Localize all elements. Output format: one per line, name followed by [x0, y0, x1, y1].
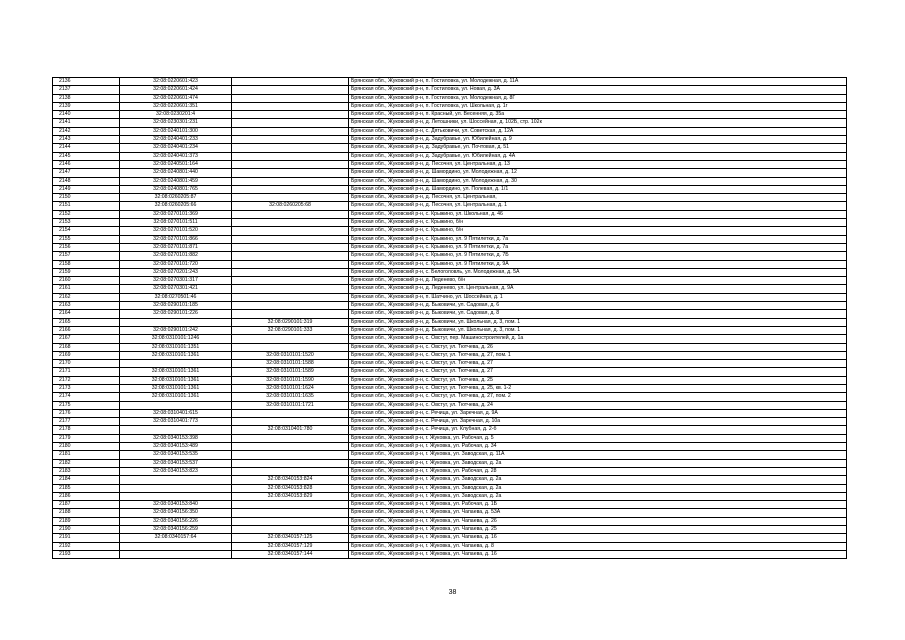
- cell-cadastral-number: 32:08:0270101:511: [120, 219, 232, 227]
- cell-row-number: 2158: [53, 260, 120, 268]
- cell-building-cadastral-number: [232, 111, 349, 119]
- cell-address: Брянская обл., Жуковский р-н, д. Песочня, ул. Центральная,: [349, 194, 847, 202]
- cell-building-cadastral-number: [232, 418, 349, 426]
- cell-address: Брянская обл., Жуковский р-н, г. Жуковка, ул. Чапаева, д. 16: [349, 550, 847, 558]
- cell-row-number: 2150: [53, 194, 120, 202]
- cell-cadastral-number: 32:08:0340153:823: [120, 467, 232, 475]
- cell-address: Брянская обл., Жуковский р-н, г. Жуковка, ул. Чапаева, д. 26: [349, 517, 847, 525]
- cell-building-cadastral-number: [232, 434, 349, 442]
- cell-building-cadastral-number: [232, 277, 349, 285]
- cell-cadastral-number: 32:08:0230301:231: [120, 119, 232, 127]
- cell-cadastral-number: 32:08:0310101:1361: [120, 384, 232, 392]
- cell-building-cadastral-number: [232, 260, 349, 268]
- cell-building-cadastral-number: [232, 177, 349, 185]
- cell-building-cadastral-number: [232, 501, 349, 509]
- cell-row-number: 2168: [53, 343, 120, 351]
- cell-address: Брянская обл., Жуковский р-н, п. Красный, ул. Весенняя, д. 35а: [349, 111, 847, 119]
- cell-address: Брянская обл., Жуковский р-н, с. Речица, ул. Заречная, д. 9А: [349, 409, 847, 417]
- table-row: [53, 111, 847, 119]
- cell-cadastral-number: 32:08:0270101:871: [120, 243, 232, 251]
- cell-row-number: 2137: [53, 86, 120, 94]
- cell-row-number: 2155: [53, 235, 120, 243]
- table-row: [53, 277, 847, 285]
- cell-row-number: 2183: [53, 467, 120, 475]
- cell-building-cadastral-number: [232, 160, 349, 168]
- cell-address: Брянская обл., Жуковский р-н, д. Песочня, ул. Центральная, д. 1: [349, 202, 847, 210]
- table-row: [53, 360, 847, 368]
- cell-building-cadastral-number: 32:08:0340153:829: [232, 492, 349, 500]
- cell-address: Брянская обл., Жуковский р-н, г. Жуковка, ул. Заводская, д. 2а: [349, 476, 847, 484]
- cell-address: Брянская обл., Жуковский р-н, д. Быковичи, ул. Школьная, д. 3, пом. 1: [349, 318, 847, 326]
- cell-address: Брянская обл., Жуковский р-н, г. Жуковка, ул. Заводская, д. 11А: [349, 451, 847, 459]
- register-table-body: [53, 78, 847, 559]
- cell-building-cadastral-number: [232, 310, 349, 318]
- cell-row-number: 2163: [53, 302, 120, 310]
- cell-cadastral-number: 32:08:0310101:1361: [120, 368, 232, 376]
- cell-building-cadastral-number: 32:08:0310101:1635: [232, 393, 349, 401]
- table-row: [53, 136, 847, 144]
- cell-address: Брянская обл., Жуковский р-н, д. Задубравье, ул. Юбилейная, д. 9: [349, 136, 847, 144]
- table-row: [53, 426, 847, 434]
- cell-address: Брянская обл., Жуковский р-н, п. Шатчино, ул. Шоссейная, д. 1: [349, 293, 847, 301]
- table-row: [53, 335, 847, 343]
- cell-row-number: 2147: [53, 169, 120, 177]
- cell-row-number: 2165: [53, 318, 120, 326]
- cell-address: Брянская обл., Жуковский р-н, г. Жуковка, ул. Рабочая, д. 34: [349, 443, 847, 451]
- cell-address: Брянская обл., Жуковский р-н, с. Крыжино, б/н: [349, 227, 847, 235]
- cell-row-number: 2139: [53, 102, 120, 110]
- cell-cadastral-number: 32:08:0270101:520: [120, 227, 232, 235]
- cell-address: Брянская обл., Жуковский р-н, с. Белоголовль, ул. Молодежная, д. 5А: [349, 268, 847, 276]
- cell-building-cadastral-number: [232, 343, 349, 351]
- cell-address: Брянская обл., Жуковский р-н, с. Речица, ул. Заречная, д. 10а: [349, 418, 847, 426]
- cell-building-cadastral-number: [232, 185, 349, 193]
- cell-building-cadastral-number: 32:08:0310101:1721: [232, 401, 349, 409]
- cell-address: Брянская обл., Жуковский р-н, с. Овстуг, ул. Тютчева, д. 27: [349, 368, 847, 376]
- cell-address: Брянская обл., Жуковский р-н, с. Крыжино, б/н: [349, 219, 847, 227]
- cell-building-cadastral-number: [232, 78, 349, 86]
- cell-address: Брянская обл., Жуковский р-н, с. Речица, ул. Клубная, д. 2-б: [349, 426, 847, 434]
- table-row: [53, 318, 847, 326]
- cell-cadastral-number: [120, 484, 232, 492]
- cell-cadastral-number: 32:08:0310401:773: [120, 418, 232, 426]
- cell-building-cadastral-number: [232, 285, 349, 293]
- cell-building-cadastral-number: [232, 235, 349, 243]
- cell-cadastral-number: 32:08:0340156:350: [120, 509, 232, 517]
- table-row: [53, 235, 847, 243]
- cell-address: Брянская обл., Жуковский р-н, г. Жуковка, ул. Рабочая, д. 28: [349, 467, 847, 475]
- cell-row-number: 2179: [53, 434, 120, 442]
- cell-cadastral-number: 32:08:0340156:226: [120, 517, 232, 525]
- cell-building-cadastral-number: [232, 293, 349, 301]
- cell-address: Брянская обл., Жуковский р-н, д. Летошники, ул. Шоссейная, д. 102Б, стр. 102к: [349, 119, 847, 127]
- cell-address: Брянская обл., Жуковский р-н, д. Быковичи, ул. Садовая, д. 8: [349, 310, 847, 318]
- cell-row-number: 2149: [53, 185, 120, 193]
- cell-cadastral-number: 32:08:0290101:242: [120, 326, 232, 334]
- table-row: [53, 534, 847, 542]
- cell-building-cadastral-number: [232, 268, 349, 276]
- cell-building-cadastral-number: [232, 302, 349, 310]
- table-row: [53, 526, 847, 534]
- cell-cadastral-number: 32:08:0340153:489: [120, 443, 232, 451]
- cell-cadastral-number: 32:08:0220601:424: [120, 86, 232, 94]
- table-row: [53, 376, 847, 384]
- cell-building-cadastral-number: [232, 94, 349, 102]
- cell-cadastral-number: 32:08:0270101:369: [120, 210, 232, 218]
- table-row: [53, 484, 847, 492]
- cell-row-number: 2164: [53, 310, 120, 318]
- table-row: [53, 501, 847, 509]
- table-row: [53, 302, 847, 310]
- cell-building-cadastral-number: [232, 227, 349, 235]
- cell-row-number: 2176: [53, 409, 120, 417]
- cell-cadastral-number: [120, 476, 232, 484]
- cell-row-number: 2146: [53, 160, 120, 168]
- cell-cadastral-number: 32:08:0260205:87: [120, 194, 232, 202]
- table-row: [53, 517, 847, 525]
- cell-row-number: 2144: [53, 144, 120, 152]
- table-row: [53, 268, 847, 276]
- cell-address: Брянская обл., Жуковский р-н, с. Овстуг, ул. Тютчева, д. 27, пом. 2: [349, 393, 847, 401]
- cell-building-cadastral-number: [232, 102, 349, 110]
- cell-cadastral-number: 32:08:0270101:720: [120, 260, 232, 268]
- cell-cadastral-number: 32:08:0240801:765: [120, 185, 232, 193]
- cell-address: Брянская обл., Жуковский р-н, с. Овстуг, ул. Тютчева, д. 25: [349, 376, 847, 384]
- cell-cadastral-number: 32:08:0270101:882: [120, 252, 232, 260]
- cell-building-cadastral-number: [232, 136, 349, 144]
- cell-address: Брянская обл., Жуковский р-н, с. Овстуг, ул. Тютчева, д. 25, кв. 1-2: [349, 384, 847, 392]
- cell-address: Брянская обл., Жуковский р-н, с. Крыжино, ул. 9 Пятилетки, д. 7а: [349, 235, 847, 243]
- table-row: [53, 185, 847, 193]
- cell-address: Брянская обл., Жуковский р-н, д. Задубравье, ул. Юбилейная, д. 4А: [349, 152, 847, 160]
- table-row: [53, 550, 847, 558]
- cell-building-cadastral-number: [232, 509, 349, 517]
- cell-row-number: 2191: [53, 534, 120, 542]
- table-row: [53, 476, 847, 484]
- cell-building-cadastral-number: 32:08:0290101:319: [232, 318, 349, 326]
- cell-address: Брянская обл., Жуковский р-н, д. Песочня, ул. Центральная, д. 13: [349, 160, 847, 168]
- cell-row-number: 2143: [53, 136, 120, 144]
- table-row: [53, 127, 847, 135]
- table-row: [53, 202, 847, 210]
- cell-building-cadastral-number: [232, 152, 349, 160]
- cell-row-number: 2188: [53, 509, 120, 517]
- cell-cadastral-number: 32:08:0240101:300: [120, 127, 232, 135]
- cell-cadastral-number: 32:08:0310101:1361: [120, 351, 232, 359]
- cell-cadastral-number: 32:08:0270201:243: [120, 268, 232, 276]
- cell-cadastral-number: [120, 401, 232, 409]
- cell-cadastral-number: 32:08:0290101:185: [120, 302, 232, 310]
- cell-address: Брянская обл., Жуковский р-н, с. Овстуг, ул. Тютчева, д. 26: [349, 343, 847, 351]
- cell-building-cadastral-number: 32:08:0310101:1624: [232, 384, 349, 392]
- cell-building-cadastral-number: [232, 409, 349, 417]
- cell-row-number: 2138: [53, 94, 120, 102]
- table-row: [53, 285, 847, 293]
- table-row: [53, 144, 847, 152]
- cell-row-number: 2185: [53, 484, 120, 492]
- cell-cadastral-number: 32:08:0340156:259: [120, 526, 232, 534]
- cell-building-cadastral-number: 32:08:0340157:125: [232, 534, 349, 542]
- page-number: 38: [448, 589, 457, 596]
- cell-row-number: 2170: [53, 360, 120, 368]
- table-row: [53, 368, 847, 376]
- table-row: [53, 119, 847, 127]
- table-row: [53, 393, 847, 401]
- cell-cadastral-number: 32:08:0270301:317: [120, 277, 232, 285]
- table-row: [53, 443, 847, 451]
- cell-row-number: 2160: [53, 277, 120, 285]
- table-row: [53, 169, 847, 177]
- cell-row-number: 2154: [53, 227, 120, 235]
- cell-address: Брянская обл., Жуковский р-н, п. Гостиловка, ул. Новая, д. 3А: [349, 86, 847, 94]
- cell-row-number: 2166: [53, 326, 120, 334]
- table-row: [53, 293, 847, 301]
- cell-building-cadastral-number: [232, 459, 349, 467]
- cell-cadastral-number: 32:08:0290101:226: [120, 310, 232, 318]
- cell-address: Брянская обл., Жуковский р-н, г. Жуковка, ул. Заводская, д. 2а: [349, 492, 847, 500]
- cell-cadastral-number: 32:08:0270501:46: [120, 293, 232, 301]
- cell-address: Брянская обл., Жуковский р-н, г. Жуковка, ул. Чапаева, д. 8: [349, 542, 847, 550]
- table-row: [53, 252, 847, 260]
- cell-address: Брянская обл., Жуковский р-н, д. Леденево, ул. Центральная, д. 9А: [349, 285, 847, 293]
- cell-row-number: 2159: [53, 268, 120, 276]
- cell-row-number: 2151: [53, 202, 120, 210]
- cell-building-cadastral-number: [232, 144, 349, 152]
- table-row: [53, 343, 847, 351]
- cell-address: Брянская обл., Жуковский р-н, д. Шамордино, ул. Молодежная, д. 30: [349, 177, 847, 185]
- cell-row-number: 2140: [53, 111, 120, 119]
- cell-cadastral-number: 32:08:0240401:373: [120, 152, 232, 160]
- table-row: [53, 102, 847, 110]
- cell-building-cadastral-number: 32:08:0340157:144: [232, 550, 349, 558]
- cell-cadastral-number: [120, 426, 232, 434]
- cell-address: Брянская обл., Жуковский р-н, д. Быковичи, ул. Садовая, д. 6: [349, 302, 847, 310]
- cell-address: Брянская обл., Жуковский р-н, г. Жуковка, ул. Рабочая, д. 5: [349, 434, 847, 442]
- cell-cadastral-number: 32:08:0270301:421: [120, 285, 232, 293]
- cell-cadastral-number: 32:08:0340157:64: [120, 534, 232, 542]
- cell-building-cadastral-number: [232, 252, 349, 260]
- table-row: [53, 384, 847, 392]
- cell-address: Брянская обл., Жуковский р-н, г. Жуковка, ул. Заводская, д. 2а: [349, 484, 847, 492]
- table-row: [53, 459, 847, 467]
- cell-row-number: 2189: [53, 517, 120, 525]
- cell-cadastral-number: 32:08:0240401:234: [120, 144, 232, 152]
- table-row: [53, 509, 847, 517]
- cell-row-number: 2184: [53, 476, 120, 484]
- cell-address: Брянская обл., Жуковский р-н, с. Овстуг, пер. Машиностроителей, д. 1а: [349, 335, 847, 343]
- cell-building-cadastral-number: [232, 210, 349, 218]
- cell-cadastral-number: 32:08:0340153:840: [120, 501, 232, 509]
- cell-address: Брянская обл., Жуковский р-н, с. Крыжино, ул. 9 Пятилетки, д. 7Б: [349, 252, 847, 260]
- table-row: [53, 542, 847, 550]
- cell-address: Брянская обл., Жуковский р-н, п. Гостиловка, ул. Молодежная, д. 8Г: [349, 94, 847, 102]
- cell-cadastral-number: 32:08:0230201:4: [120, 111, 232, 119]
- table-row: [53, 78, 847, 86]
- table-row: [53, 219, 847, 227]
- table-row: [53, 194, 847, 202]
- cell-address: Брянская обл., Жуковский р-н, с. Крыжино, ул. 9 Пятилетки, д. 9А: [349, 260, 847, 268]
- table-row: [53, 326, 847, 334]
- table-row: [53, 451, 847, 459]
- cell-cadastral-number: 32:08:0220601:351: [120, 102, 232, 110]
- cell-building-cadastral-number: [232, 243, 349, 251]
- cell-address: Брянская обл., Жуковский р-н, с. Овстуг, ул. Тютчева, д. 27: [349, 360, 847, 368]
- table-row: [53, 310, 847, 318]
- cell-building-cadastral-number: 32:08:0340153:824: [232, 476, 349, 484]
- table-row: [53, 210, 847, 218]
- cell-address: Брянская обл., Жуковский р-н, д. Шамордино, ул. Полевая, д. 1/1: [349, 185, 847, 193]
- cell-row-number: 2153: [53, 219, 120, 227]
- cell-row-number: 2169: [53, 351, 120, 359]
- table-row: [53, 86, 847, 94]
- cell-cadastral-number: 32:08:0240401:233: [120, 136, 232, 144]
- cell-row-number: 2167: [53, 335, 120, 343]
- table-row: [53, 467, 847, 475]
- cell-cadastral-number: 32:08:0220601:474: [120, 94, 232, 102]
- cell-address: Брянская обл., Жуковский р-н, п. Гостиловка, ул. Молодежная, д. 11А: [349, 78, 847, 86]
- table-row: [53, 152, 847, 160]
- cell-building-cadastral-number: 32:08:0310101:1589: [232, 368, 349, 376]
- cell-cadastral-number: 32:08:0240501:164: [120, 160, 232, 168]
- cell-row-number: 2161: [53, 285, 120, 293]
- cell-building-cadastral-number: [232, 86, 349, 94]
- cell-building-cadastral-number: [232, 526, 349, 534]
- cell-cadastral-number: 32:08:0220601:423: [120, 78, 232, 86]
- cell-building-cadastral-number: 32:08:0310401:780: [232, 426, 349, 434]
- cell-cadastral-number: 32:08:0310101:1351: [120, 343, 232, 351]
- cell-cadastral-number: [120, 542, 232, 550]
- cell-row-number: 2141: [53, 119, 120, 127]
- cell-address: Брянская обл., Жуковский р-н, г. Жуковка, ул. Рабочая, д. 1Б: [349, 501, 847, 509]
- cell-cadastral-number: 32:08:0340153:398: [120, 434, 232, 442]
- cell-row-number: 2148: [53, 177, 120, 185]
- cell-cadastral-number: [120, 360, 232, 368]
- property-register-table: [52, 77, 847, 559]
- cell-cadastral-number: 32:08:0310401:615: [120, 409, 232, 417]
- cell-row-number: 2177: [53, 418, 120, 426]
- cell-building-cadastral-number: [232, 443, 349, 451]
- cell-address: Брянская обл., Жуковский р-н, д. Быковичи, ул. Школьная, д. 3, пом. 1: [349, 326, 847, 334]
- cell-building-cadastral-number: [232, 219, 349, 227]
- cell-row-number: 2152: [53, 210, 120, 218]
- cell-address: Брянская обл., Жуковский р-н, с. Овстуг, ул. Тютчева, д. 27, пом. 1: [349, 351, 847, 359]
- cell-building-cadastral-number: [232, 467, 349, 475]
- cell-address: Брянская обл., Жуковский р-н, г. Жуковка, ул. Чапаева, д. 25: [349, 526, 847, 534]
- cell-cadastral-number: 32:08:0240801:459: [120, 177, 232, 185]
- cell-cadastral-number: [120, 550, 232, 558]
- table-row: [53, 94, 847, 102]
- cell-building-cadastral-number: [232, 194, 349, 202]
- cell-row-number: 2162: [53, 293, 120, 301]
- cell-address: Брянская обл., Жуковский р-н, д. Задубравье, ул. Почтовая, д. 51: [349, 144, 847, 152]
- cell-row-number: 2175: [53, 401, 120, 409]
- cell-row-number: 2174: [53, 393, 120, 401]
- cell-row-number: 2180: [53, 443, 120, 451]
- cell-address: Брянская обл., Жуковский р-н, с. Овстуг, ул. Тютчева, д. 24: [349, 401, 847, 409]
- cell-building-cadastral-number: [232, 169, 349, 177]
- cell-cadastral-number: 32:08:0310101:1246: [120, 335, 232, 343]
- cell-cadastral-number: 32:08:0310101:1361: [120, 393, 232, 401]
- cell-building-cadastral-number: [232, 335, 349, 343]
- cell-row-number: 2172: [53, 376, 120, 384]
- table-row: [53, 434, 847, 442]
- cell-row-number: 2156: [53, 243, 120, 251]
- cell-row-number: 2182: [53, 459, 120, 467]
- cell-cadastral-number: [120, 492, 232, 500]
- cell-row-number: 2181: [53, 451, 120, 459]
- cell-row-number: 2136: [53, 78, 120, 86]
- cell-row-number: 2171: [53, 368, 120, 376]
- cell-building-cadastral-number: 32:08:0260205:68: [232, 202, 349, 210]
- cell-building-cadastral-number: [232, 451, 349, 459]
- table-row: [53, 409, 847, 417]
- cell-building-cadastral-number: [232, 517, 349, 525]
- cell-building-cadastral-number: 32:08:0290101:333: [232, 326, 349, 334]
- table-row: [53, 351, 847, 359]
- cell-row-number: 2192: [53, 542, 120, 550]
- cell-cadastral-number: 32:08:0270101:866: [120, 235, 232, 243]
- cell-cadastral-number: 32:08:0310101:1361: [120, 376, 232, 384]
- cell-row-number: 2145: [53, 152, 120, 160]
- cell-cadastral-number: 32:08:0260205:66: [120, 202, 232, 210]
- table-row: [53, 492, 847, 500]
- cell-cadastral-number: 32:08:0340153:537: [120, 459, 232, 467]
- cell-building-cadastral-number: [232, 127, 349, 135]
- table-row: [53, 227, 847, 235]
- table-row: [53, 260, 847, 268]
- cell-address: Брянская обл., Жуковский р-н, п. Гостиловка, ул. Школьная, д. 1г: [349, 102, 847, 110]
- cell-row-number: 2157: [53, 252, 120, 260]
- cell-row-number: 2193: [53, 550, 120, 558]
- cell-cadastral-number: [120, 318, 232, 326]
- cell-building-cadastral-number: 32:08:0310101:1590: [232, 376, 349, 384]
- cell-address: Брянская обл., Жуковский р-н, г. Жуковка, ул. Чапаева, д. 16: [349, 534, 847, 542]
- cell-row-number: 2187: [53, 501, 120, 509]
- cell-building-cadastral-number: 32:08:0340157:129: [232, 542, 349, 550]
- cell-address: Брянская обл., Жуковский р-н, д. Леденево, б/н: [349, 277, 847, 285]
- cell-cadastral-number: 32:08:0340153:535: [120, 451, 232, 459]
- cell-row-number: 2178: [53, 426, 120, 434]
- cell-address: Брянская обл., Жуковский р-н, д. Шамордино, ул. Молодежная, д. 12: [349, 169, 847, 177]
- cell-row-number: 2186: [53, 492, 120, 500]
- cell-row-number: 2173: [53, 384, 120, 392]
- table-row: [53, 160, 847, 168]
- cell-building-cadastral-number: [232, 119, 349, 127]
- table-row: [53, 177, 847, 185]
- cell-address: Брянская обл., Жуковский р-н, с. Крыжино, ул. Школьная, д. 46: [349, 210, 847, 218]
- cell-building-cadastral-number: 32:08:0310101:1588: [232, 360, 349, 368]
- table-row: [53, 243, 847, 251]
- cell-row-number: 2142: [53, 127, 120, 135]
- table-row: [53, 401, 847, 409]
- cell-building-cadastral-number: 32:08:0340153:828: [232, 484, 349, 492]
- cell-address: Брянская обл., Жуковский р-н, г. Жуковка, ул. Чапаева, д. 53А: [349, 509, 847, 517]
- cell-address: Брянская обл., Жуковский р-н, г. Жуковка, ул. Заводская, д. 2а: [349, 459, 847, 467]
- cell-address: Брянская обл., Жуковский р-н, с. Дятьковичи, ул. Советская, д. 12А: [349, 127, 847, 135]
- cell-building-cadastral-number: 32:08:0310101:1520: [232, 351, 349, 359]
- cell-address: Брянская обл., Жуковский р-н, с. Крыжино, ул. 9 Пятилетки, д. 7а: [349, 243, 847, 251]
- table-row: [53, 418, 847, 426]
- cell-cadastral-number: 32:08:0240801:440: [120, 169, 232, 177]
- cell-row-number: 2190: [53, 526, 120, 534]
